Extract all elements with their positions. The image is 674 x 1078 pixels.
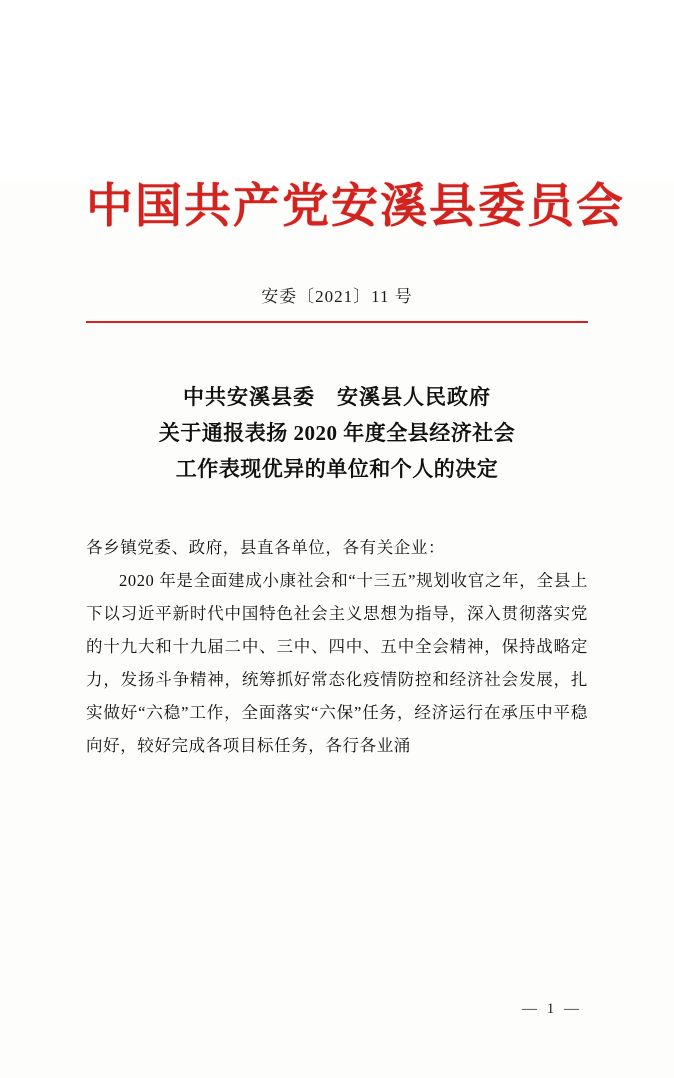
title-line-1: 中共安溪县委 安溪县人民政府 xyxy=(183,384,491,409)
document-body xyxy=(86,531,588,762)
red-divider-rule xyxy=(86,321,588,323)
document-page xyxy=(0,182,674,1078)
title-line-2: 关于通报表扬 2020 年度全县经济社会 xyxy=(158,420,516,445)
body-salutation: 各乡镇党委、政府，县直各单位，各有关企业： xyxy=(86,538,446,558)
page-number: — 1 — xyxy=(522,1001,582,1017)
document-title xyxy=(86,379,588,487)
title-line-3: 工作表现优异的单位和个人的决定 xyxy=(175,456,499,481)
document-masthead: 中国共产党安溪县委员会 xyxy=(86,181,625,233)
body-paragraph-1: 2020 年是全面建成小康社会和“十三五”规划收官之年，全县上下以习近平新时代中国特色社会主义思想为指导，深入贯彻落实党的十九大和十九届二中、三中、四中、五中全会精神，保持战略定力，发扬斗争精神，统筹抓好常态化疫情防控和经济社会发展，扎实做好“六稳”工作，全面落实“六保”任务，经济运行在承压中平稳向好，较好完成各项目标任务，各行各业涌 xyxy=(86,571,588,756)
document-number: 安委〔2021〕11 号 xyxy=(261,286,413,306)
